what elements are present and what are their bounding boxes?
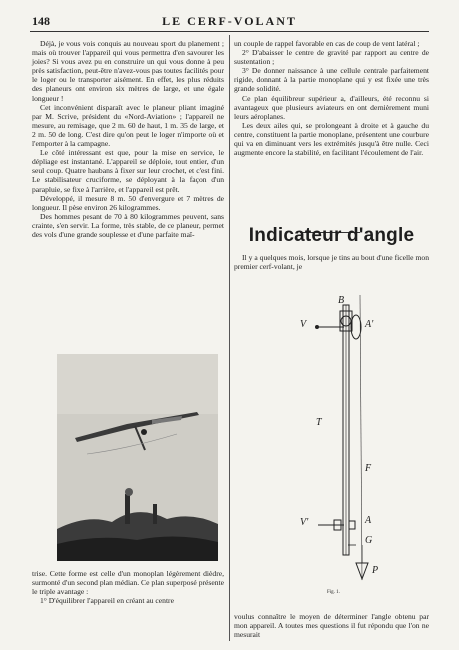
column-divider [229,35,230,641]
label-a: A [365,515,372,526]
left-column-continuation [32,569,224,605]
label-v-prime: V' [300,517,309,528]
page-number: 148 [32,14,50,28]
label-a-prime: A' [365,319,374,330]
journal-title: LE CERF-VOLANT [162,14,297,28]
label-g: G [365,535,373,546]
glider-photo [57,354,218,561]
paragraph: Cet inconvénient disparaît avec le planeur pliant imaginé par M. Scrive, président du «Nord-Aviation» ; l'appareil ne mesure, au remisage, que 2 m. 60 de haut, 1 m. 35 de large, et 2 m. 50 de long. C'est dire qu'on peut le loger n'importe où et l'emporter à la campagne. [32,102,224,149]
label-f: F [365,463,372,474]
paragraph: trise. Cette forme est celle d'un monoplan légèrement dièdre, surmonté d'un second plan médian. Ce plan superposé présente le triple avantage : [32,569,224,597]
label-b: B [338,295,345,306]
paragraph: 2° D'abaisser le centre de gravité par rapport au centre de sustentation ; [234,48,429,67]
header-rule [30,31,429,32]
left-column-text [32,39,224,239]
section-heading: Indicateur d'angle [248,225,415,246]
angle-indicator-figure [290,295,410,585]
section-intro [234,253,429,271]
paragraph: Développé, il mesure 8 m. 50 d'envergure et 7 mètres de longueur. Il pèse environ 26 kilogrammes. [32,193,224,212]
paragraph: un couple de rappel favorable en cas de coup de vent latéral ; [234,39,420,48]
figure-drawing [290,295,410,585]
paragraph: voulus connaître le moyen de déterminer l'angle obtenu par mon appareil. A toutes mes questions il fut répondu que l'on ne mesurait [234,612,429,640]
figure-caption: Fig. 1. [327,590,340,595]
paragraph: 3° De donner naissance à une cellule centrale parfaitement rigide, donnant à la partie monoplane qui y est fixée une très grande solidité. [234,66,429,94]
label-t: T [316,417,322,428]
right-column-text [234,39,429,157]
right-column-bottom-text [234,612,429,639]
page-header [30,14,429,30]
paragraph: Les deux ailes qui, se prolongeant à droite et à gauche du centre, constituent la partie monoplane, présentent une courbure qui va en diminuant vers les extrémités jusqu'à être nulle. Ceci augmente encore la stabilité, en facilitant l'écoulement de l'air. [234,120,429,158]
paragraph: Des hommes pesant de 70 à 80 kilogrammes peuvent, sans crainte, s'en servir. La forme, très stable, de ce planeur, permet des vols d'une grande souplesse et d'une parfaite maî- [32,211,224,239]
label-p: P [372,565,379,576]
paragraph: Ce plan équilibreur supérieur a, d'ailleurs, été reconnu si avantageux que plusieurs aviateurs en ont dernièrement muni leurs aéroplanes. [234,93,429,121]
paragraph: Le côté intéressant est que, pour la mise en service, le dépliage est instantané. L'appareil se déploie, tout entier, d'un seul coup. Quatre haubans à fixer sur leur crochet, et c'est fini. Le stabilisateur cruciforme, se déployant à la façon d'un parapluie, se fixe à l'arrière, et l'appareil est prêt. [32,148,224,194]
paragraph: Il y a quelques mois, lorsque je tins au bout d'une ficelle mon premier cerf-volant, je [234,253,429,272]
paragraph: Déjà, je vous vois conquis au nouveau sport du planement ; mais où trouver l'appareil qui vous permettra d'en savourer les joies? Si vous avez pu en construire un qui vous donne à peu près satisfaction, peut-être n'avez-vous pas toutes facilités pour le loger ou le transporter aisément. En effet, les plus réduits des planeurs ont environ six mètres de large, et une égale longueur ! [32,39,224,103]
paragraph: 1° D'équilibrer l'appareil en créant au centre [40,596,174,606]
label-v: V [300,319,307,330]
